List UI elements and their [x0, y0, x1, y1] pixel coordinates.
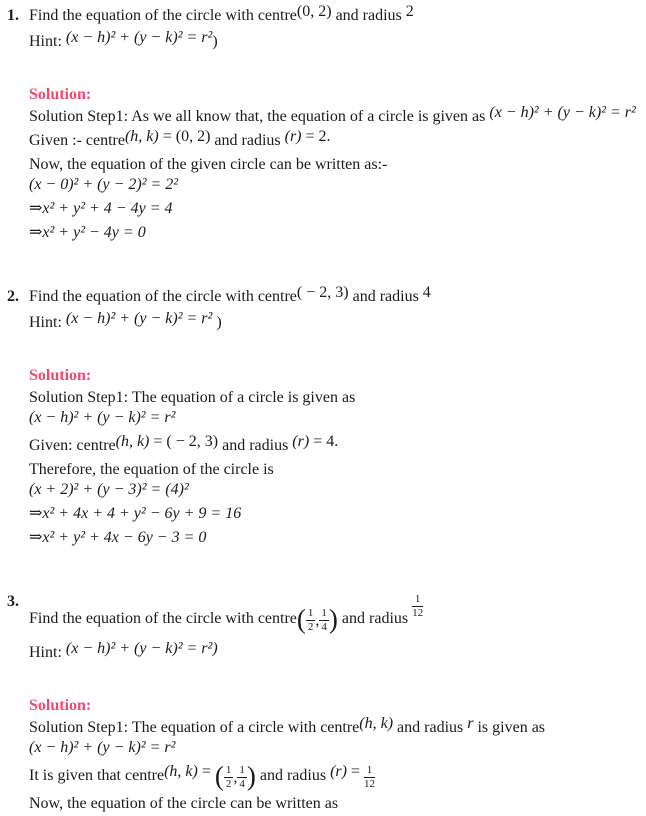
solution-line — [29, 458, 642, 482]
math-segment: ⇒x² + y² + 4 − 4y = 4 — [29, 200, 173, 217]
text-segment: Hint: — [29, 644, 66, 661]
text-segment: Given: centre — [29, 437, 116, 454]
math-segment: ⇒x² + y² + 4x − 6y − 3 = 0 — [29, 529, 207, 546]
solution-line — [29, 716, 642, 740]
solution-line — [29, 506, 642, 530]
math-segment: (x − h)² + (y − k)² = r² — [29, 739, 176, 756]
text-segment: Solution Step1: The equation of a circle is given as — [29, 389, 356, 406]
fraction-denominator: 12 — [363, 778, 375, 790]
math-segment: ⇒x² + y² − 4y = 0 — [29, 224, 146, 241]
question-number: 1. — [7, 7, 19, 24]
question-content — [29, 4, 642, 249]
question-content — [29, 590, 642, 816]
question-block-3 — [7, 590, 642, 816]
fraction — [224, 765, 234, 790]
math-segment: (x − h)² + (y − k)² = r² — [65, 310, 213, 327]
math-segment: ( − 2, 3) — [296, 284, 349, 301]
text-segment: Solution Step1: As we all know that, the equation of a circle is given as — [29, 108, 490, 125]
fraction — [364, 765, 375, 790]
question-block-2 — [7, 285, 642, 554]
question-content — [29, 285, 642, 554]
question-row — [7, 4, 642, 249]
question-line — [29, 309, 642, 336]
solution-heading: Solution: — [29, 86, 92, 103]
math-segment: (x − h)² + (y − k)² = r² — [29, 409, 176, 426]
solution-line — [29, 105, 642, 129]
fraction-denominator: 4 — [239, 778, 245, 790]
math-segment: = ( − 2, 3) — [149, 433, 219, 450]
solution-line — [29, 740, 642, 764]
math-segment: ) — [328, 604, 338, 634]
text-segment: Find the equation of the circle with centre — [29, 288, 297, 305]
solution-line — [29, 177, 642, 201]
text-segment: ) — [212, 33, 218, 50]
text-segment: Hint: — [29, 33, 66, 50]
solution-line — [29, 761, 642, 792]
fraction-denominator: 2 — [307, 621, 314, 633]
question-line — [29, 285, 642, 309]
text-segment: Now, the equation of the circle can be written as — [29, 795, 339, 812]
fraction — [237, 765, 247, 790]
math-segment: (h, k) — [124, 128, 159, 145]
fraction-numerator: 1 — [225, 764, 232, 776]
fraction-numerator: 1 — [307, 607, 314, 619]
question-number: 3. — [7, 593, 19, 610]
text-segment: and radius — [255, 767, 331, 784]
math-segment: (x − 0)² + (y − 2)² = 2² — [29, 176, 179, 193]
text-segment: It is given that centre — [29, 767, 165, 784]
math-segment: ⇒x² + 4x + 4 + y² − 6y + 9 = 16 — [29, 505, 242, 522]
question-block-1 — [7, 4, 642, 249]
math-segment: = — [346, 763, 364, 780]
questions — [7, 4, 642, 816]
question-number: 2. — [7, 288, 19, 305]
math-segment: (0, 2) — [296, 3, 332, 20]
solution-line — [29, 410, 642, 434]
math-segment: (x + 2)² + (y − 3)² = (4)² — [29, 481, 189, 498]
solution-line — [29, 386, 642, 410]
fraction — [319, 608, 329, 633]
fraction-denominator: 12 — [412, 607, 424, 619]
text-segment: and radius — [348, 288, 423, 305]
question-row — [7, 285, 642, 554]
text-segment: and radius — [337, 610, 413, 627]
text-segment: Find the equation of the circle with centre — [29, 610, 297, 627]
math-segment: ( — [214, 761, 224, 791]
text-segment: and radius — [210, 132, 285, 149]
solution-line — [29, 482, 642, 506]
math-segment: = 4. — [309, 433, 339, 450]
fraction-numerator: 1 — [321, 607, 327, 619]
text-segment: ) — [212, 314, 222, 331]
text-segment: is given as — [473, 719, 546, 736]
math-segment: = 2. — [301, 128, 331, 145]
math-segment: ( — [296, 604, 306, 634]
text-segment: Therefore, the equation of the circle is — [29, 461, 274, 478]
fraction-numerator: 1 — [364, 765, 375, 778]
math-segment: (x − h)² + (y − k)² = r² — [65, 29, 213, 46]
solution-line — [29, 792, 642, 816]
text-segment: and radius — [331, 7, 406, 24]
math-segment: , — [233, 769, 238, 786]
question-row — [7, 590, 642, 816]
text-segment: Hint: — [29, 314, 66, 331]
solution-heading: Solution: — [29, 697, 92, 714]
solution-line — [29, 225, 642, 249]
fraction — [412, 594, 423, 619]
math-segment: (x − h)² + (y − k)² = r²) — [65, 640, 218, 657]
solution-line — [29, 129, 642, 153]
text-segment: Find the equation of the circle with centre — [29, 7, 297, 24]
text-segment: Given :- centre — [29, 132, 125, 149]
question-line — [29, 28, 642, 55]
fraction — [306, 608, 316, 633]
fraction-denominator: 4 — [321, 621, 327, 633]
math-segment: (h, k) — [164, 763, 198, 780]
question-line — [29, 639, 642, 666]
text-segment: and radius — [393, 719, 468, 736]
math-segment: (r) — [284, 128, 302, 145]
math-segment: (r) — [330, 763, 347, 780]
text-segment: and radius — [218, 437, 293, 454]
math-segment: 4 — [422, 284, 431, 301]
math-segment: , — [315, 612, 320, 629]
text-segment: Solution Step1: The equation of a circle with centre — [29, 719, 360, 736]
question-line — [29, 4, 642, 28]
math-segment: 2 — [405, 3, 414, 20]
text-segment: Now, the equation of the given circle can be written as:- — [29, 156, 388, 173]
math-segment: (h, k) — [359, 715, 394, 732]
math-segment: = — [197, 763, 215, 780]
question-line — [29, 590, 642, 639]
solution-line — [29, 530, 642, 554]
math-segment: (x − h)² + (y − k)² = r² — [489, 104, 636, 121]
fraction-denominator: 2 — [225, 778, 232, 790]
math-segment: ) — [246, 761, 256, 791]
solution-line — [29, 201, 642, 225]
math-segment: (r) — [292, 433, 310, 450]
math-segment: r — [467, 715, 474, 732]
math-segment: = (0, 2) — [158, 128, 211, 145]
math-segment: (h, k) — [115, 433, 150, 450]
solution-heading: Solution: — [29, 367, 92, 384]
solution-line — [29, 153, 642, 177]
fraction-numerator: 1 — [239, 764, 245, 776]
fraction-numerator: 1 — [412, 594, 423, 607]
solution-line — [29, 434, 642, 458]
